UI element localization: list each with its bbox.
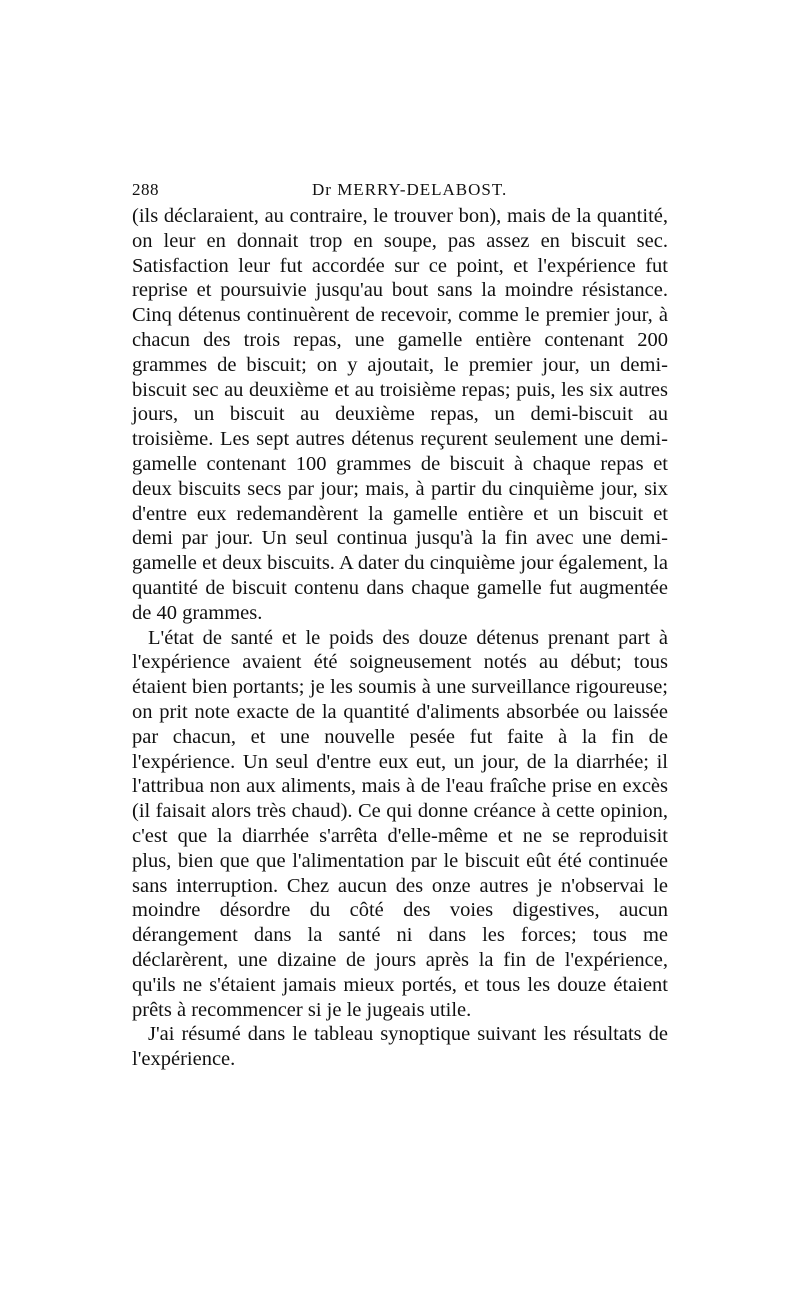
paragraph: L'état de santé et le poids des douze détenus prenant part à l'expérience avaient été soigneusement notés au début; tous étaient bien portants; je les soumis à une surveillance rigoureuse; on prit note exacte de la quantité d'aliments absorbée ou laissée par chacun, et une nouvelle pesée fut faite à la fin de l'expérience. Un seul d'entre eux eut, un jour, de la diarrhée; il l'attribua non aux aliments, mais à de l'eau fraîche prise en excès (il faisait alors très chaud). Ce qui donne créance à cette opinion, c'est que la diarrhée s'arrêta d'elle-même et ne se reproduisit plus, bien que que l'alimentation par le biscuit eût été continuée sans interruption. Chez aucun des onze autres je n'observai le moindre désordre du côté des voies digestives, aucun dérangement dans la santé ni dans les forces; tous me déclarèrent, une dizaine de jours après la fin de l'expérience, qu'ils ne s'étaient jamais mieux portés, et tous les douze étaient prêts à recommencer si je le jugeais utile. xyxy=(132,626,668,1021)
paragraph: J'ai résumé dans le tableau synoptique suivant les résultats de l'expérience. xyxy=(132,1023,668,1071)
running-head xyxy=(132,180,668,204)
running-title: Dr MERRY-DELABOST. xyxy=(312,180,508,199)
page-number: 288 xyxy=(132,180,159,199)
body-text xyxy=(132,204,668,1072)
paragraph-continued: (ils déclaraient, au contraire, le trouver bon), mais de la quantité, on leur en donnait trop en soupe, pas assez en biscuit sec. Satisfaction leur fut accordée sur ce point, et l'expérience fut reprise et poursuivie jusqu'au bout sans la moindre résistance. Cinq détenus continuèrent de recevoir, comme le premier jour, à chacun des trois repas, une gamelle entière contenant 200 grammes de biscuit; on y ajoutait, le premier jour, un demi-biscuit sec au deuxième et au troisième repas; puis, les six autres jours, un biscuit au deuxième repas, un demi-biscuit au troisième. Les sept autres détenus reçurent seulement une demi-gamelle contenant 100 grammes de biscuit à chaque repas et deux biscuits secs par jour; mais, à partir du cinquième jour, six d'entre eux redemandèrent la gamelle entière et un biscuit et demi par jour. Un seul continua jusqu'à la fin avec une demi-gamelle et deux biscuits. A dater du cinquième jour également, la quantité de biscuit contenu dans chaque gamelle fut augmentée de 40 grammes. xyxy=(132,205,668,624)
